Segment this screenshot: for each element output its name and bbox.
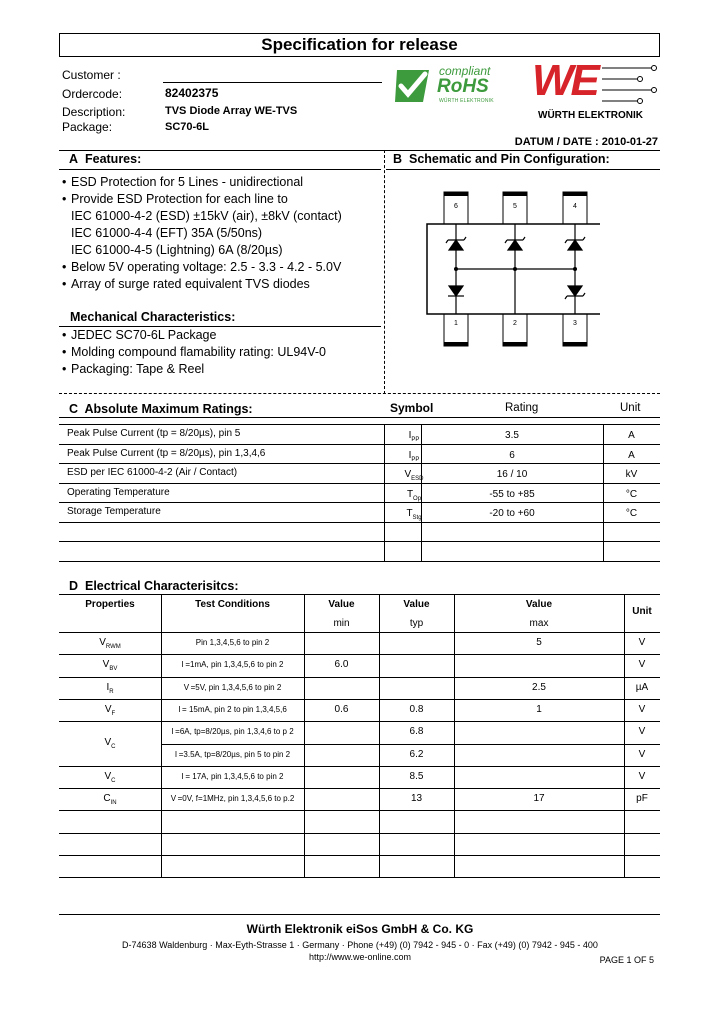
description-value: TVS Diode Array WE-TVS xyxy=(165,105,298,117)
features-underline xyxy=(59,169,381,170)
table-rule xyxy=(59,877,660,878)
table-rule xyxy=(59,766,660,767)
bullet: • xyxy=(62,260,67,274)
table-rule xyxy=(59,721,660,722)
el-col-typ: typ xyxy=(409,618,424,629)
el-unit: V xyxy=(638,770,646,782)
list-item xyxy=(62,225,342,242)
bullet: • xyxy=(62,175,67,189)
rohs-logo: compliant RoHS WÜRTH ELEKTRONIK xyxy=(393,66,517,106)
el-max: 5 xyxy=(536,637,542,648)
check-icon xyxy=(393,66,433,106)
abs-max-col-rating: Rating xyxy=(505,402,539,414)
table-rule xyxy=(59,463,660,464)
list-item xyxy=(62,174,342,191)
pin-5-label: 5 xyxy=(513,203,517,210)
el-symbol: $V_C$ xyxy=(104,770,116,784)
bullet: • xyxy=(62,192,67,206)
bullet: • xyxy=(62,345,67,359)
list-item xyxy=(62,327,326,344)
el-symbol: $V_{BV}$ xyxy=(102,659,118,673)
customer-line xyxy=(163,82,382,83)
el-typ: 8.5 xyxy=(409,770,424,782)
list-item xyxy=(62,191,342,208)
el-unit: µA xyxy=(635,681,649,693)
pin-4-label: 4 xyxy=(573,203,577,210)
ordercode-value: 82402375 xyxy=(165,86,219,100)
table-rule xyxy=(59,502,660,503)
el-condition: I = 17A, pin 1,3,4,5,6 to pin 2 xyxy=(181,771,284,781)
schematic-heading: B Schematic and Pin Configuration: xyxy=(393,152,610,166)
el-symbol: $V_C$ xyxy=(104,737,116,751)
bullet: • xyxy=(62,277,67,291)
page-title: Specification for release xyxy=(59,33,660,57)
list-item-text: ESD Protection for 5 Lines - unidirectional xyxy=(71,175,304,189)
el-unit: V xyxy=(638,703,646,715)
el-condition: V =5V, pin 1,3,4,5,6 to pin 2 xyxy=(183,682,282,692)
bullet: • xyxy=(62,328,67,342)
table-rule xyxy=(59,788,660,789)
abs-max-param: Storage Temperature xyxy=(67,506,161,517)
abs-max-col-symbol: Symbol xyxy=(390,401,434,415)
features-list xyxy=(62,174,342,293)
pin-1-label: 1 xyxy=(454,320,458,327)
footer-url[interactable]: http://www.we-online.com xyxy=(308,952,412,962)
pin-2-label: 2 xyxy=(513,320,517,327)
el-col-unit: Unit xyxy=(632,606,652,617)
el-max: 2.5 xyxy=(532,681,546,693)
el-col-conditions: Test Conditions xyxy=(195,599,270,610)
package-value: SC70-6L xyxy=(165,121,210,133)
el-col-min: min xyxy=(333,618,350,629)
el-max: 17 xyxy=(533,793,545,805)
divider-vertical xyxy=(384,150,385,394)
el-condition: I =1mA, pin 1,3,4,5,6 to pin 2 xyxy=(181,660,284,670)
package-label: Package: xyxy=(62,120,113,134)
footer-line xyxy=(59,914,660,915)
el-condition: I =6A, tp=8/20µs, pin 1,3,4,6 to p 2 xyxy=(171,727,294,737)
datum: DATUM / DATE : 2010-01-27 xyxy=(514,136,658,148)
bullet: • xyxy=(62,362,67,376)
pin-6-label: 6 xyxy=(454,203,458,210)
el-col-value: Value xyxy=(403,599,430,610)
list-item xyxy=(62,361,326,378)
abs-max-param: Operating Temperature xyxy=(67,486,170,498)
schematic-underline xyxy=(386,169,660,170)
list-item-text: IEC 61000-4-2 (ESD) ±15kV (air), ±8kV (contact) xyxy=(71,209,342,223)
table-rule xyxy=(59,810,660,811)
el-condition: V =0V, f=1MHz, pin 1,3,4,5,6 to p.2 xyxy=(170,794,295,804)
abs-max-rating: -20 to +60 xyxy=(489,508,535,519)
we-logo: WE WÜRTH ELEKTRONIK xyxy=(528,62,664,122)
pin-3-label: 3 xyxy=(573,320,577,327)
table-rule xyxy=(59,541,660,542)
abs-max-symbol: $T_{Op}$ xyxy=(406,488,422,502)
features-heading: A Features: xyxy=(69,152,142,166)
footer-page: PAGE 1 OF 5 xyxy=(599,955,654,965)
table-rule xyxy=(59,833,660,834)
table-rule xyxy=(59,654,660,655)
el-unit: V xyxy=(638,659,646,671)
abs-max-col-unit: Unit xyxy=(620,402,641,414)
footer-company: Würth Elektronik eiSos GmbH & Co. KG xyxy=(246,922,474,936)
abs-max-unit: A xyxy=(628,430,635,441)
list-item-text: Provide ESD Protection for each line to xyxy=(71,192,288,206)
table-rule xyxy=(59,594,660,595)
table-rule xyxy=(59,424,660,425)
mechanical-heading: Mechanical Characteristics: xyxy=(70,310,236,324)
abs-max-symbol: $I_{PP}$ xyxy=(408,430,420,443)
el-min: 0.6 xyxy=(334,703,349,715)
el-unit: V xyxy=(638,637,646,648)
table-rule xyxy=(161,744,660,745)
abs-max-param: Peak Pulse Current (tp = 8/20µs), pin 1,3,4,6 xyxy=(67,447,266,459)
list-item-text: JEDEC SC70-6L Package xyxy=(71,328,217,342)
list-item-text: IEC 61000-4-5 (Lightning) 6A (8/20µs) xyxy=(71,243,283,257)
abs-max-rating: 6 xyxy=(509,449,515,461)
el-col-value: Value xyxy=(328,599,355,610)
table-rule xyxy=(59,699,660,700)
list-item-text: Below 5V operating voltage: 2.5 - 3.3 - 4.2 - 5.0V xyxy=(71,260,342,274)
el-condition: Pin 1,3,4,5,6 to pin 2 xyxy=(195,638,270,647)
list-item-text: Molding compound flamability rating: UL94V-0 xyxy=(71,345,326,359)
table-rule xyxy=(59,444,660,445)
abs-max-param: Peak Pulse Current (tp = 8/20µs), pin 5 xyxy=(67,428,241,439)
table-rule xyxy=(59,855,660,856)
el-unit: V xyxy=(638,726,646,738)
footer-address: D-74638 Waldenburg · Max-Eyth-Strasse 1 · Germany · Phone (+49) (0) 7942 - 945 - 0 · Fax (+49) (0) 7942 - 945 - 400 xyxy=(122,940,598,950)
abs-max-unit: A xyxy=(628,449,635,461)
el-condition: I =3.5A, tp=8/20µs, pin 5 to pin 2 xyxy=(174,749,291,759)
table-rule xyxy=(304,594,305,877)
el-typ: 13 xyxy=(410,793,423,805)
abs-max-unit: kV xyxy=(625,469,638,480)
el-unit: V xyxy=(638,748,646,760)
abs-max-header-line xyxy=(59,417,660,418)
el-typ: 0.8 xyxy=(409,703,424,715)
abs-max-symbol: $V_{ESD}$ xyxy=(404,469,424,482)
electrical-heading: D Electrical Characterisitcs: xyxy=(69,579,239,593)
el-condition: I = 15mA, pin 2 to pin 1,3,4,5,6 xyxy=(178,704,287,714)
abs-max-rating: -55 to +85 xyxy=(489,488,535,500)
table-rule xyxy=(59,561,660,562)
el-min: 6.0 xyxy=(334,659,349,671)
list-item xyxy=(62,276,342,293)
list-item-text: Array of surge rated equivalent TVS diodes xyxy=(71,277,310,291)
el-unit: pF xyxy=(636,793,648,805)
divider-top xyxy=(59,150,660,151)
ordercode-label: Ordercode: xyxy=(62,87,123,101)
table-rule xyxy=(59,522,660,523)
list-item-text: Packaging: Tape & Reel xyxy=(71,362,205,376)
abs-max-table xyxy=(59,424,660,564)
list-item xyxy=(62,259,342,276)
divider-c xyxy=(59,393,660,394)
customer-label: Customer : xyxy=(62,68,121,82)
abs-max-unit: °C xyxy=(625,488,638,500)
list-item-text: IEC 61000-4-4 (EFT) 35A (5/50ns) xyxy=(71,226,263,240)
el-col-value: Value xyxy=(525,599,553,610)
abs-max-rating: 3.5 xyxy=(505,430,519,441)
abs-max-param: ESD per IEC 61000-4-2 (Air / Contact) xyxy=(67,467,238,478)
el-typ: 6.2 xyxy=(409,748,424,760)
electrical-table xyxy=(59,594,660,876)
abs-max-unit: °C xyxy=(625,508,638,519)
el-col-properties: Properties xyxy=(85,599,135,610)
abs-max-symbol: $I_{PP}$ xyxy=(408,449,420,463)
abs-max-heading: C Absolute Maximum Ratings: xyxy=(69,402,253,416)
el-symbol: $C_{IN}$ xyxy=(103,793,117,807)
el-symbol: $V_{RWM}$ xyxy=(99,637,121,650)
table-rule xyxy=(59,677,660,678)
el-max: 1 xyxy=(536,703,542,715)
el-symbol: $V_F$ xyxy=(104,703,116,717)
mechanical-list xyxy=(62,327,326,378)
el-symbol: $I_R$ xyxy=(106,681,114,695)
table-rule xyxy=(59,483,660,484)
list-item xyxy=(62,242,342,259)
table-rule xyxy=(59,632,660,633)
list-item xyxy=(62,208,342,225)
list-item xyxy=(62,344,326,361)
el-typ: 6.8 xyxy=(409,726,424,738)
description-label: Description: xyxy=(62,105,126,119)
abs-max-symbol: $T_{Stg}$ xyxy=(406,508,422,521)
abs-max-rating: 16 / 10 xyxy=(496,469,528,480)
el-col-max: max xyxy=(529,618,549,629)
